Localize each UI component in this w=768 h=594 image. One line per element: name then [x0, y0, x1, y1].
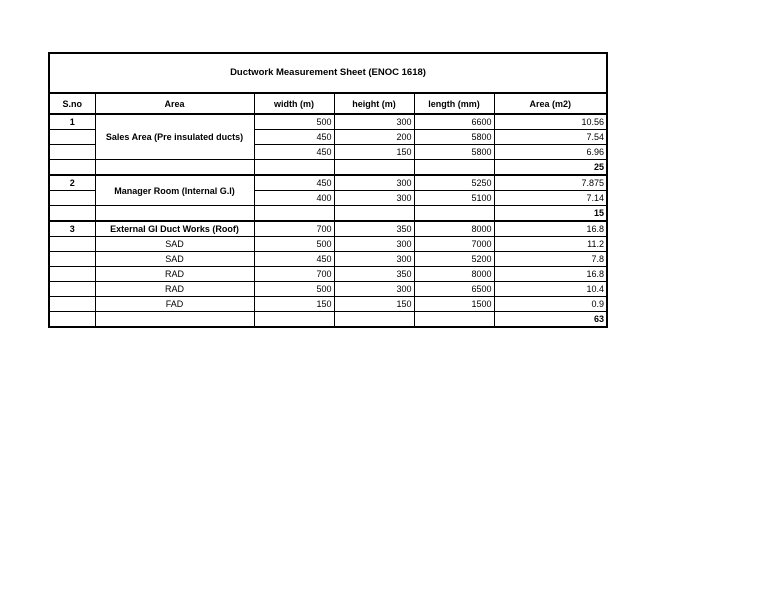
empty-cell [254, 206, 334, 222]
area-m2-cell: 16.8 [494, 267, 607, 282]
area-cell: SAD [95, 252, 254, 267]
length-cell: 8000 [414, 221, 494, 237]
area-m2-cell: 7.54 [494, 130, 607, 145]
width-cell: 700 [254, 221, 334, 237]
length-cell: 1500 [414, 297, 494, 312]
height-cell: 150 [334, 145, 414, 160]
sno-cell [49, 130, 95, 145]
height-cell: 300 [334, 175, 414, 191]
length-cell: 5100 [414, 191, 494, 206]
header-width: width (m) [254, 93, 334, 114]
area-cell: Sales Area (Pre insulated ducts) [95, 114, 254, 160]
area-m2-cell: 7.14 [494, 191, 607, 206]
area-cell: RAD [95, 267, 254, 282]
empty-cell [49, 206, 95, 222]
table-row [49, 297, 607, 312]
table-row [49, 252, 607, 267]
empty-cell [254, 312, 334, 328]
area-m2-cell: 16.8 [494, 221, 607, 237]
table-row [49, 282, 607, 297]
width-cell: 450 [254, 145, 334, 160]
sno-cell [49, 267, 95, 282]
area-m2-cell: 10.4 [494, 282, 607, 297]
table-row [49, 237, 607, 252]
width-cell: 500 [254, 237, 334, 252]
length-cell: 5800 [414, 145, 494, 160]
area-m2-cell: 7.8 [494, 252, 607, 267]
area-m2-cell: 7.875 [494, 175, 607, 191]
area-m2-cell: 6.96 [494, 145, 607, 160]
area-cell: External GI Duct Works (Roof) [95, 221, 254, 237]
subtotal-cell: 25 [494, 160, 607, 176]
empty-cell [334, 312, 414, 328]
area-cell: FAD [95, 297, 254, 312]
width-cell: 450 [254, 175, 334, 191]
table-row [49, 267, 607, 282]
area-cell: RAD [95, 282, 254, 297]
width-cell: 150 [254, 297, 334, 312]
sno-cell [49, 282, 95, 297]
width-cell: 450 [254, 130, 334, 145]
width-cell: 500 [254, 282, 334, 297]
subtotal-row [49, 160, 607, 176]
subtotal-cell: 63 [494, 312, 607, 328]
subtotal-cell: 15 [494, 206, 607, 222]
empty-cell [414, 312, 494, 328]
length-cell: 6500 [414, 282, 494, 297]
area-cell: Manager Room (Internal G.I) [95, 175, 254, 206]
height-cell: 150 [334, 297, 414, 312]
height-cell: 350 [334, 267, 414, 282]
width-cell: 400 [254, 191, 334, 206]
area-m2-cell: 0.9 [494, 297, 607, 312]
height-cell: 300 [334, 114, 414, 130]
header-area: Area [95, 93, 254, 114]
table-row [49, 114, 607, 130]
measurement-table [48, 52, 608, 328]
sno-cell [49, 145, 95, 160]
sno-cell [49, 237, 95, 252]
height-cell: 350 [334, 221, 414, 237]
sno-cell: 2 [49, 175, 95, 191]
height-cell: 300 [334, 191, 414, 206]
empty-cell [49, 160, 95, 176]
empty-cell [49, 312, 95, 328]
sno-cell [49, 191, 95, 206]
table-row [49, 221, 607, 237]
header-length: length (mm) [414, 93, 494, 114]
subtotal-row [49, 206, 607, 222]
area-m2-cell: 10.56 [494, 114, 607, 130]
width-cell: 500 [254, 114, 334, 130]
empty-cell [334, 160, 414, 176]
empty-cell [95, 206, 254, 222]
width-cell: 450 [254, 252, 334, 267]
empty-cell [95, 312, 254, 328]
length-cell: 5800 [414, 130, 494, 145]
sno-cell: 3 [49, 221, 95, 237]
subtotal-row [49, 312, 607, 328]
area-m2-cell: 11.2 [494, 237, 607, 252]
sno-cell [49, 252, 95, 267]
area-cell: SAD [95, 237, 254, 252]
length-cell: 8000 [414, 267, 494, 282]
length-cell: 5250 [414, 175, 494, 191]
width-cell: 700 [254, 267, 334, 282]
height-cell: 300 [334, 282, 414, 297]
length-cell: 6600 [414, 114, 494, 130]
empty-cell [254, 160, 334, 176]
empty-cell [414, 206, 494, 222]
sno-cell [49, 297, 95, 312]
header-height: height (m) [334, 93, 414, 114]
height-cell: 200 [334, 130, 414, 145]
length-cell: 5200 [414, 252, 494, 267]
height-cell: 300 [334, 252, 414, 267]
header-sno: S.no [49, 93, 95, 114]
empty-cell [334, 206, 414, 222]
length-cell: 7000 [414, 237, 494, 252]
empty-cell [95, 160, 254, 176]
sno-cell: 1 [49, 114, 95, 130]
measurement-sheet [48, 52, 608, 328]
sheet-title: Ductwork Measurement Sheet (ENOC 1618) [49, 53, 607, 93]
table-row [49, 175, 607, 191]
empty-cell [414, 160, 494, 176]
height-cell: 300 [334, 237, 414, 252]
header-area-m2: Area (m2) [494, 93, 607, 114]
